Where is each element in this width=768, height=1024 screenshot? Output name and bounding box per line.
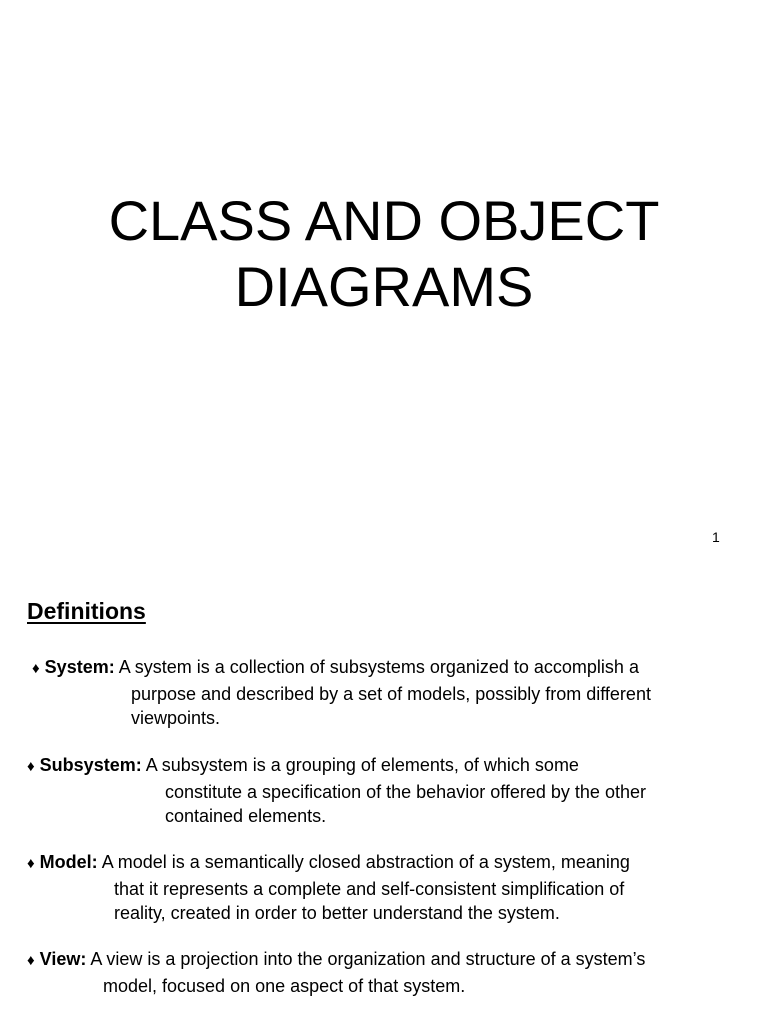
definition-text: A subsystem is a grouping of elements, of which some bbox=[145, 755, 579, 775]
definition-term: Model: bbox=[39, 852, 98, 872]
definition-subsystem bbox=[27, 753, 646, 829]
definition-view bbox=[27, 947, 645, 998]
bullet-icon: ♦ bbox=[27, 855, 35, 872]
definition-text: A view is a projection into the organization and structure of a system’s bbox=[90, 949, 646, 969]
slide-title-line-1: CLASS AND OBJECT bbox=[108, 189, 660, 252]
definition-term: View: bbox=[39, 949, 87, 969]
definition-text: reality, created in order to better understand the system. bbox=[114, 903, 560, 923]
definition-system bbox=[32, 655, 651, 731]
definition-text: model, focused on one aspect of that system. bbox=[103, 975, 466, 996]
bullet-icon: ♦ bbox=[27, 758, 35, 775]
bullet-icon: ♦ bbox=[32, 660, 40, 677]
definition-term: Subsystem: bbox=[39, 755, 142, 775]
definition-text: viewpoints. bbox=[131, 708, 221, 728]
definition-text: A model is a semantically closed abstraction of a system, meaning bbox=[101, 852, 630, 872]
slide-title-line-2: DIAGRAMS bbox=[234, 255, 534, 318]
definition-term: System: bbox=[44, 657, 115, 677]
definition-text: contained elements. bbox=[165, 806, 327, 826]
page-number: 1 bbox=[712, 529, 720, 545]
section-heading: Definitions bbox=[27, 598, 146, 624]
definition-text: purpose and described by a set of models, possibly from different bbox=[131, 683, 651, 704]
definition-model bbox=[27, 850, 630, 926]
definition-text: A system is a collection of subsystems organized to accomplish a bbox=[118, 657, 639, 677]
definition-text: that it represents a complete and self-consistent simplification of bbox=[114, 878, 625, 899]
slide-title bbox=[0, 188, 768, 320]
bullet-icon: ♦ bbox=[27, 952, 35, 969]
definition-text: constitute a specification of the behavior offered by the other bbox=[165, 781, 646, 802]
